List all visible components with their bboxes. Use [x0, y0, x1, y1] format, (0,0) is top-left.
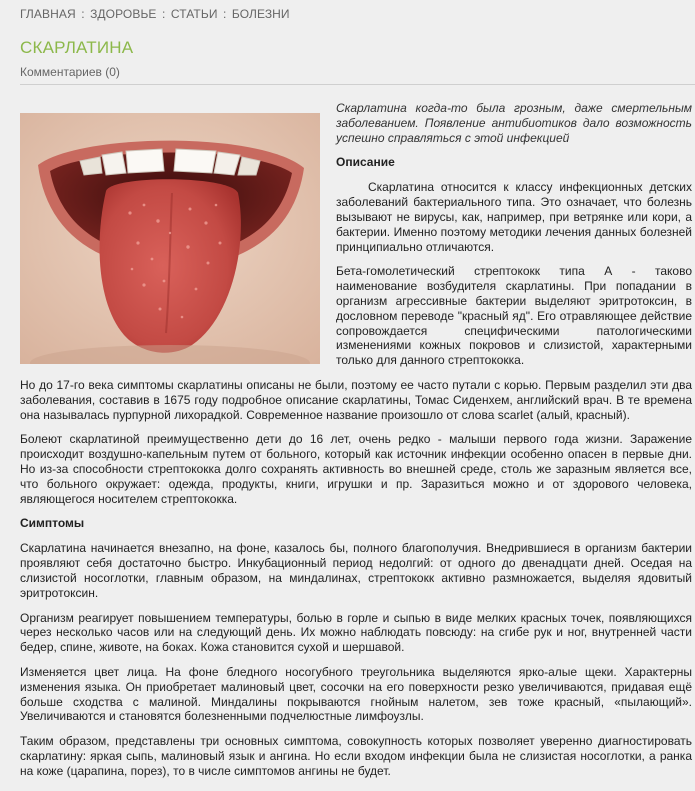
breadcrumb-separator: :: [81, 7, 85, 21]
breadcrumb-separator: :: [161, 7, 166, 21]
breadcrumb-separator: :: [222, 7, 227, 21]
breadcrumb: [20, 7, 290, 21]
article-body: [20, 101, 692, 788]
paragraph: Но до 17-го века симптомы скарлатины описаны не были, поэтому ее часто путали с корью. Первым разделил эти два заболевания, составив в 1675 году подробное описание скарлатины, Томас Сиденхем, английский врач. В те времена она называлась пурпурной лихорадкой. Современное название произошло от слова scarlet (алый, красный).: [20, 377, 692, 422]
paragraph: Бета-гомолетический стрептококк типа А - таково наименование возбудителя скарлатины. При попадании в организм агрессивные бактерии выделяют эритротоксин, в дословном переводе "красный яд". Его отравляющее действие сопровождается специфическими патологическими изменениями кожных покровов и слизистой, характерными только для данного стрептококка.: [336, 264, 692, 368]
paragraph: Скарлатина начинается внезапно, на фоне, казалось бы, полного благополучия. Внедрившиеся в организм бактерии проявляют себя достаточно быстро. Инкубационный период недолгий: от одного до двенадцати дней. Оседая на слизистой носоглотки, главным образом, на миндалинах, стрептококк активно размножается, выделяя ядовитый эритротоксин.: [20, 541, 692, 600]
paragraph: Таким образом, представлены три основных симптома, совокупность которых позволяет уверенно диагностировать скарлатину: яркая сыпь, малиновый язык и ангина. Но если входом инфекции была не слизистая носоглотки, а ранка на коже (царапина, порез), то в числе симптомов ангины не будет.: [20, 734, 692, 778]
breadcrumb-diseases-link[interactable]: БОЛЕЗНИ: [231, 7, 290, 21]
paragraph: Изменяется цвет лица. На фоне бледного носогубного треугольника выделяются ярко-алые щеки. Характерны изменения языка. Он приобретает малиновый цвет, сосочки на его поверхности резко увеличиваются, придавая ещё больше сходства с малиной. Миндалины покрываются гнойным налетом, зев тоже красный, «пылающий». Увеличиваются и становятся болезненными подчелюстные лимфоузлы.: [20, 664, 692, 724]
section-heading-symptoms: Симптомы: [20, 516, 85, 531]
paragraph: Организм реагирует повышением температуры, болью в горле и сыпью в виде мелких красных точек, появляющихся через несколько часов или на следующий день. Их можно наблюдать повсюду: на сгибе рук и ног, внутренней части бедер, спине, животе, на боках. Кожа становится сухой и шершавой.: [20, 610, 692, 655]
breadcrumb-health-link[interactable]: ЗДОРОВЬЕ: [90, 7, 157, 21]
paragraph: Скарлатина относится к классу инфекционных детских заболеваний бактериального типа. Это означает, что болезнь вызывают не вирусы, как, например, при ветрянке или кори, а бактерии. Именно поэтому методики лечения данных болезней принципиально отличаются.: [336, 180, 692, 254]
article-photo: [20, 113, 320, 364]
section-heading-description: Описание: [336, 155, 395, 170]
tongue-illustration: [20, 113, 320, 364]
article-lead: Скарлатина когда-то была грозным, даже смертельным заболеванием. Появление антибиотиков дало возможность успешно справляться с этой инфекцией: [336, 101, 692, 145]
breadcrumb-articles-link[interactable]: СТАТЬИ: [170, 7, 218, 21]
comments-count-link[interactable]: Комментариев (0): [20, 65, 120, 79]
page-title: СКАРЛАТИНА: [20, 38, 134, 57]
title-divider: [20, 84, 695, 85]
paragraph: Болеют скарлатиной преимущественно дети до 16 лет, очень редко - малыши первого года жизни. Заражение происходит воздушно-капельным путем от больного, который как источник инфекции особенно опасен в первые дни. Но из-за способности стрептококка долго сохранять активность во внешней среде, столь же заразным является все, что больного окружает: одежда, продукты, книги, игрушки и пр. Заразиться можно и от здорового человека, являющегося носителем стрептококка.: [20, 432, 692, 506]
breadcrumb-home-link[interactable]: ГЛАВНАЯ: [20, 7, 76, 21]
